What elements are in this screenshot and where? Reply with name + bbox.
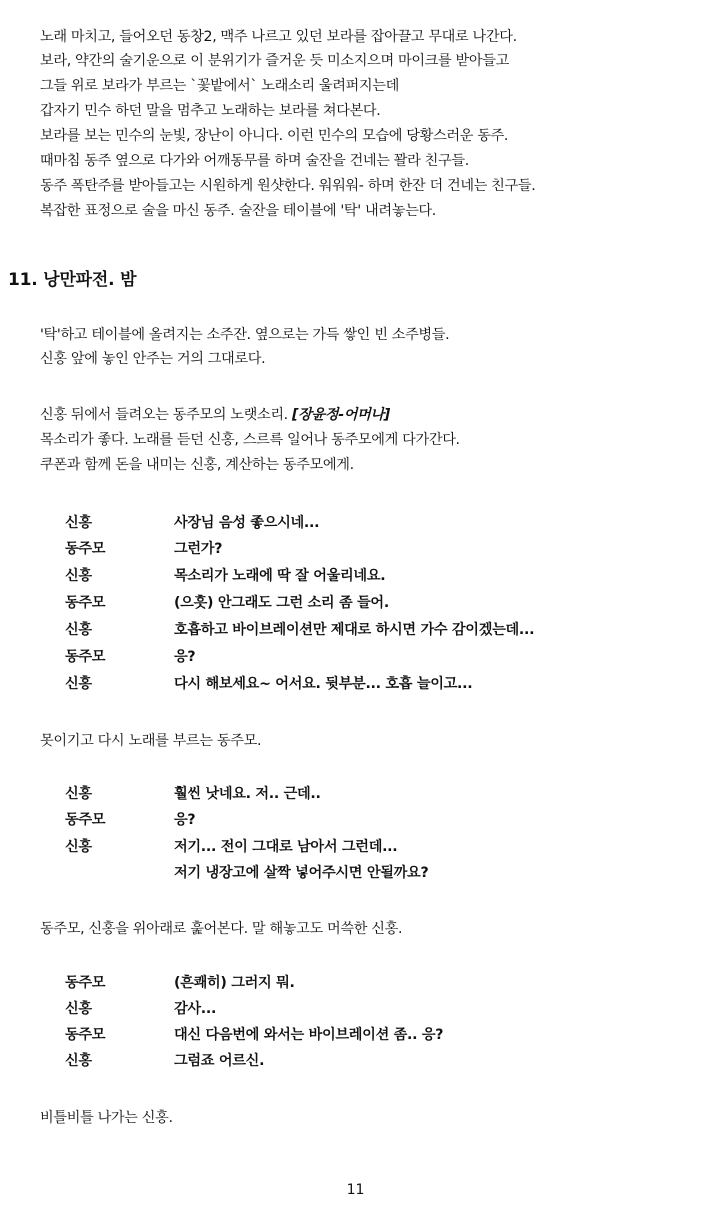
- dialogue-row: [0, 592, 711, 614]
- dialogue-text: 응?: [174, 649, 196, 665]
- speaker: 동주모: [65, 1027, 106, 1043]
- intro-line: 보라, 약간의 술기운으로 이 분위기가 즐거운 듯 미소지으며 마이크를 받아들고: [40, 53, 509, 69]
- dialogue-row: [0, 565, 711, 587]
- speaker: 동주모: [65, 812, 106, 828]
- action-line: 비틀비틀 나가는 신홍.: [40, 1110, 173, 1126]
- speaker: 동주모: [65, 649, 106, 665]
- speaker: 동주모: [65, 975, 106, 991]
- dialogue-row: [0, 836, 711, 858]
- dialogue-text: 그럼죠 어르신.: [174, 1053, 265, 1069]
- intro-line: 갑자기 민수 하던 말을 멈추고 노래하는 보라를 쳐다본다.: [40, 103, 381, 119]
- dialogue-text: 사장님 음성 좋으시네...: [174, 515, 320, 531]
- dialogue-text: (으흣) 안그래도 그런 소리 좀 들어.: [174, 595, 389, 611]
- dialogue-row: [0, 1024, 711, 1046]
- song-title: [장윤정-어머나]: [292, 407, 390, 423]
- speaker: 동주모: [65, 541, 106, 557]
- speaker: 신홍: [65, 839, 92, 855]
- dialogue-row: [0, 972, 711, 994]
- dialogue-text: 목소리가 노래에 딱 잘 어울리네요.: [174, 568, 386, 584]
- action-line: [40, 405, 390, 425]
- dialogue-text: 대신 다음번에 와서는 바이브레이션 좀.. 응?: [174, 1027, 444, 1043]
- dialogue-row: [0, 646, 711, 668]
- speaker: 신홍: [65, 1053, 92, 1069]
- action-line: 목소리가 좋다. 노래를 듣던 신홍, 스르륵 일어나 동주모에게 다가간다.: [40, 432, 460, 448]
- dialogue-row: [0, 538, 711, 560]
- intro-line: 그들 위로 보라가 부르는 `꽃밭에서` 노래소리 울려퍼지는데: [40, 78, 399, 94]
- speaker: 신홍: [65, 1001, 92, 1017]
- dialogue-row: [0, 809, 711, 831]
- dialogue-text: 저기 냉장고에 살짝 넣어주시면 안될까요?: [174, 865, 429, 881]
- intro-line: 노래 마치고, 들어오던 동창2, 맥주 나르고 있던 보라를 잡아끌고 무대로 나간다.: [40, 29, 517, 45]
- dialogue-row: [0, 512, 711, 534]
- dialogue-text: 저기... 전이 그대로 남아서 그런데...: [174, 839, 398, 855]
- intro-line: 복잡한 표정으로 술을 마신 동주. 술잔을 테이블에 '탁' 내려놓는다.: [40, 203, 436, 219]
- dialogue-row: [0, 783, 711, 805]
- action-text: 신홍 뒤에서 들려오는 동주모의 노랫소리.: [40, 407, 292, 423]
- action-line: 동주모, 신홍을 위아래로 훑어본다. 말 해놓고도 머쓱한 신홍.: [40, 921, 403, 937]
- speaker: 신홍: [65, 568, 92, 584]
- dialogue-text: 감사...: [174, 1001, 217, 1017]
- speaker: 신홍: [65, 515, 92, 531]
- intro-line: 때마침 동주 옆으로 다가와 어깨동무를 하며 술잔을 건네는 꽐라 친구들.: [40, 153, 469, 169]
- speaker: 동주모: [65, 595, 106, 611]
- dialogue-row: [0, 673, 711, 695]
- speaker: 신홍: [65, 622, 92, 638]
- dialogue-text: (흔쾌히) 그러지 뭐.: [174, 975, 295, 991]
- intro-line: 동주 폭탄주를 받아들고는 시원하게 원샷한다. 워워워- 하며 한잔 더 건네는 친구들.: [40, 178, 536, 194]
- action-line: '탁'하고 테이블에 올려지는 소주잔. 옆으로는 가득 쌓인 빈 소주병들.: [40, 327, 450, 343]
- action-line: 신홍 앞에 놓인 안주는 거의 그대로다.: [40, 351, 266, 367]
- dialogue-row: [0, 998, 711, 1020]
- scene-heading: 11. 낭만파전. 밤: [8, 270, 137, 290]
- speaker: 신홍: [65, 786, 92, 802]
- dialogue-row: [0, 1050, 711, 1072]
- dialogue-text: 응?: [174, 812, 196, 828]
- dialogue-text: 호흡하고 바이브레이션만 제대로 하시면 가수 감이겠는데...: [174, 622, 535, 638]
- dialogue-text: 그런가?: [174, 541, 223, 557]
- intro-line: 보라를 보는 민수의 눈빛, 장난이 아니다. 이런 민수의 모습에 당황스러운 동주.: [40, 128, 509, 144]
- speaker: 신홍: [65, 676, 92, 692]
- action-line: 못이기고 다시 노래를 부르는 동주모.: [40, 733, 262, 749]
- dialogue-text: 다시 해보세요~ 어서요. 뒷부분... 호흡 늘이고...: [174, 676, 473, 692]
- action-line: 쿠폰과 함께 돈을 내미는 신홍, 계산하는 동주모에게.: [40, 457, 354, 473]
- dialogue-row: [0, 862, 711, 884]
- dialogue-row: [0, 619, 711, 641]
- dialogue-text: 훨씬 낫네요. 저.. 근데..: [174, 786, 321, 802]
- page-number: 11: [346, 1182, 365, 1198]
